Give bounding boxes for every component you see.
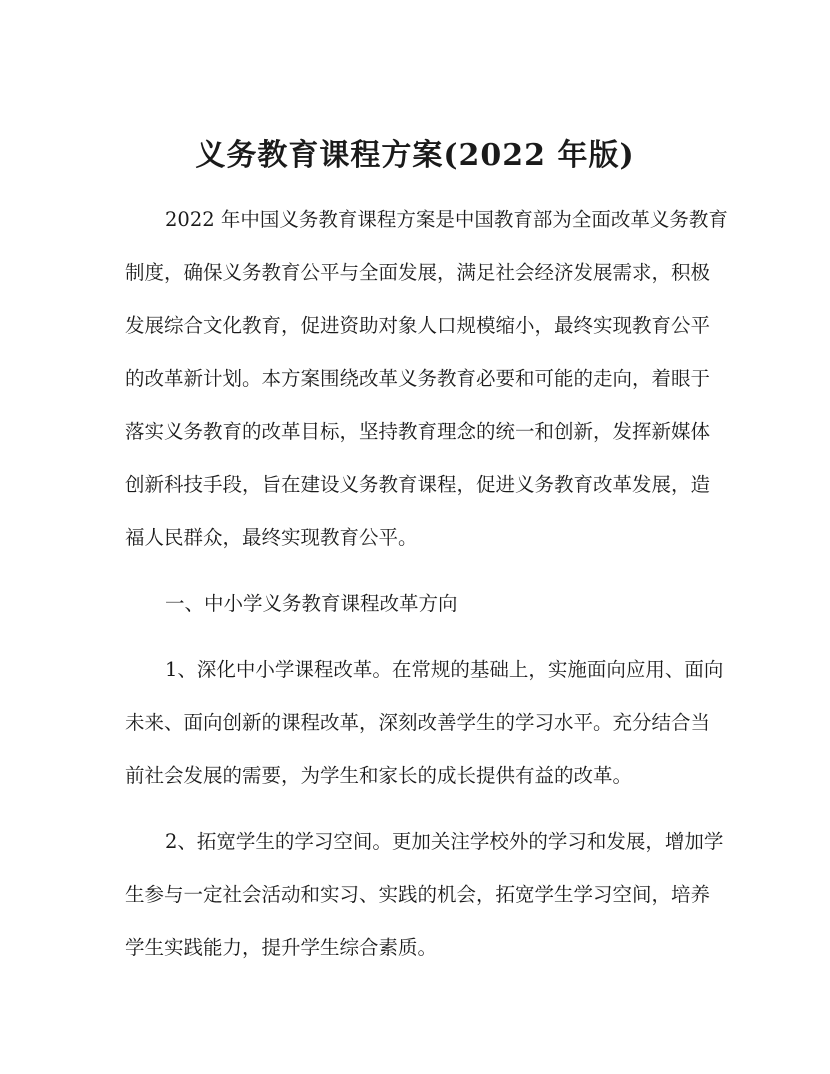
text-line: 福人民群众，最终实现教育公平。 <box>125 526 418 549</box>
text-line: 落实义务教育的改革目标，坚持教育理念的统一和创新，发挥新媒体 <box>125 420 711 443</box>
text-line: 2、拓宽学生的学习空间。更加关注学校外的学习和发展，增加学 <box>165 830 724 853</box>
text-line: 发展综合文化教育，促进资助对象人口规模缩小，最终实现教育公平 <box>125 314 711 337</box>
text-line: 创新科技手段，旨在建设义务教育课程，促进义务教育改革发展，造 <box>125 473 711 496</box>
paragraph <box>125 193 728 564</box>
text-line: 一、中小学义务教育课程改革方向 <box>165 592 458 615</box>
section-heading <box>125 577 715 630</box>
text-line: 学生实践能力，提升学生综合素质。 <box>125 936 438 959</box>
text-line: 生参与一定社会活动和实习、实践的机会，拓宽学生学习空间，培养 <box>125 883 711 906</box>
text-line: 未来、面向创新的课程改革，深刻改善学生的学习水平。充分结合当 <box>125 711 711 734</box>
paragraph <box>125 815 724 974</box>
text-line: 的改革新计划。本方案围绕改革义务教育必要和可能的走向，着眼于 <box>125 367 711 390</box>
paragraph <box>125 643 724 802</box>
text-line: 前社会发展的需要，为学生和家长的成长提供有益的改革。 <box>125 764 633 787</box>
text-line: 2022 年中国义务教育课程方案是中国教育部为全面改革义务教育 <box>165 208 728 231</box>
document-title: 义务教育课程方案(2022 年版) <box>195 138 635 173</box>
document-body <box>125 193 728 987</box>
text-line: 1、深化中小学课程改革。在常规的基础上，实施面向应用、面向 <box>165 658 724 681</box>
text-line: 制度，确保义务教育公平与全面发展，满足社会经济发展需求，积极 <box>125 261 711 284</box>
